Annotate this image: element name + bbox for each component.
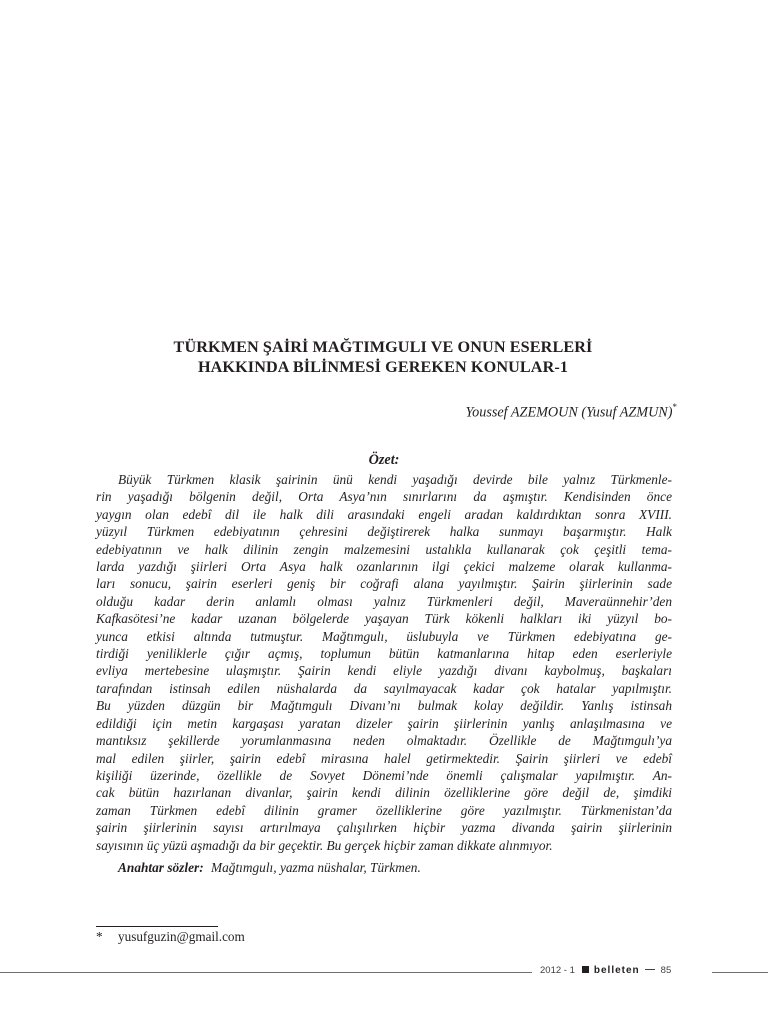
abstract-line: tarafından istinsah edilen nüshalarda da sayılmayacak kadar çok hatalar yapılmıştır. xyxy=(96,680,672,696)
author-name: Youssef AZEMOUN (Yusuf AZMUN) xyxy=(465,404,673,421)
title-line-1: TÜRKMEN ŞAİRİ MAĞTIMGULI VE ONUN ESERLERİ xyxy=(173,338,593,356)
abstract-line: yaygın olan edebî dil ile halk dili arasındaki engeli aradan kaldırdıktan sonra XVIII. xyxy=(96,506,672,522)
abstract-line: Bu yüzden düzgün bir Mağtımgulı Divanı’nı bulmak kolay değildir. Yanlış istinsah xyxy=(96,698,672,714)
abstract-line: edildiği için metin kargaşası yaratan dizeler şairin şiirlerinin yanlış anlaşılmasına ve xyxy=(96,715,672,731)
abstract-line: şairin şiirlerinin sayısı artırılmaya çalışılırken hiçbir yazma divanda şairin şiirlerinin xyxy=(96,820,672,836)
footer-issue: 2012 - 1 xyxy=(540,965,575,976)
abstract-line: mal edilen şiirler, şairin edebî mirasına halel getirmektedir. Şairin şiirleri ve edebî xyxy=(96,750,672,766)
abstract-line: yunca etkisi altında tutmuştur. Mağtımgulı, üslubuyla ve Türkmen edebiyatına ge- xyxy=(96,628,672,644)
abstract-heading: Özet: xyxy=(368,452,400,468)
title-line-2: HAKKINDA BİLİNMESİ GEREKEN KONULAR-1 xyxy=(197,358,569,376)
author-line xyxy=(466,403,677,422)
footnote-email: yusufguzin@gmail.com xyxy=(118,929,245,944)
footer-rule-right xyxy=(712,972,768,973)
keywords-text: Mağtımgulı, yazma nüshalar, Türkmen. xyxy=(211,860,421,875)
article-title xyxy=(96,337,670,377)
footer-rule-left xyxy=(0,972,532,973)
abstract-line: sayısının üç yüzü aşmadığı da bir geçektir. Bu gerçek hiçbir zaman dikkate alınmıyor. xyxy=(96,837,553,853)
abstract-line: Kafkasötesi’ne kadar uzanan bölgelerde yaşayan Türk kökenli halkları iki yüzyıl bo- xyxy=(96,611,672,627)
footnote-separator xyxy=(96,926,218,927)
footer-page-number: 85 xyxy=(660,965,672,976)
footer-square-icon xyxy=(582,966,589,973)
abstract-line: tirdiği yeniliklerle çığır açmış, toplumun bütün katmanlarına hitap eden eserleriyle xyxy=(96,646,672,662)
footnote xyxy=(96,929,245,945)
keywords-label: Anahtar sözler: xyxy=(118,860,204,875)
abstract-line: olduğu kadar derin anlamlı olması yalnız Türkmenleri değil, Maveraünnehir’den xyxy=(96,593,672,609)
abstract-line: rin yaşadığı bölgenin değil, Orta Asya’nın sınırlarını da aşmıştır. Kendisinden önce xyxy=(96,489,672,505)
abstract-line: cak bütün hazırlanan divanlar, şairin kendi dilinin özelliklerine göre değil de, şimdiki xyxy=(96,785,672,801)
abstract-line: larda yazdığı şiirleri Orta Asya halk ozanlarının ilgi çekici malzeme olarak kullanma- xyxy=(96,559,672,575)
abstract-line: edebiyatının ve halk dilinin zengin malzemesini ustalıkla kullanarak çok çeşitli tema- xyxy=(96,541,672,557)
author-footnote-marker: * xyxy=(672,402,677,412)
page-footer xyxy=(540,965,671,976)
footer-journal-name: belleten xyxy=(593,965,640,976)
footnote-marker: * xyxy=(96,929,103,944)
abstract-line: yüzyıl Türkmen edebiyatının çehresini değiştirerek halka sunmayı başarmıştır. Halk xyxy=(96,524,672,540)
abstract-line: zaman Türkmen edebî dilinin gramer özelliklerine göre yazılmıştır. Türkmenistan’da xyxy=(96,802,672,818)
abstract-line: mantıksız şekillerde yorumlanmasına neden olmaktadır. Özellikle de Mağtımgulı’ya xyxy=(96,733,672,749)
abstract-line: evliya mertebesine ulaşmıştır. Şairin kendi eliyle yazdığı divanı kaybolmuş, başkaları xyxy=(96,663,672,679)
abstract-body xyxy=(96,471,672,854)
abstract-line: Büyük Türkmen klasik şairinin ünü kendi yaşadığı devirde bile yalnız Türkmenle- xyxy=(118,472,672,487)
abstract-line: kişiliği üzerinde, özellikle de Sovyet Dönemi’nde önemli çalışmalar yapılmıştır. An- xyxy=(96,767,672,783)
footer-dash xyxy=(645,969,655,970)
abstract-line: ları sonucu, şairin eserleri geniş bir coğrafi alana yayılmıştır. Şairin şiirlerinin sade xyxy=(96,576,672,592)
keywords-line xyxy=(118,860,421,876)
